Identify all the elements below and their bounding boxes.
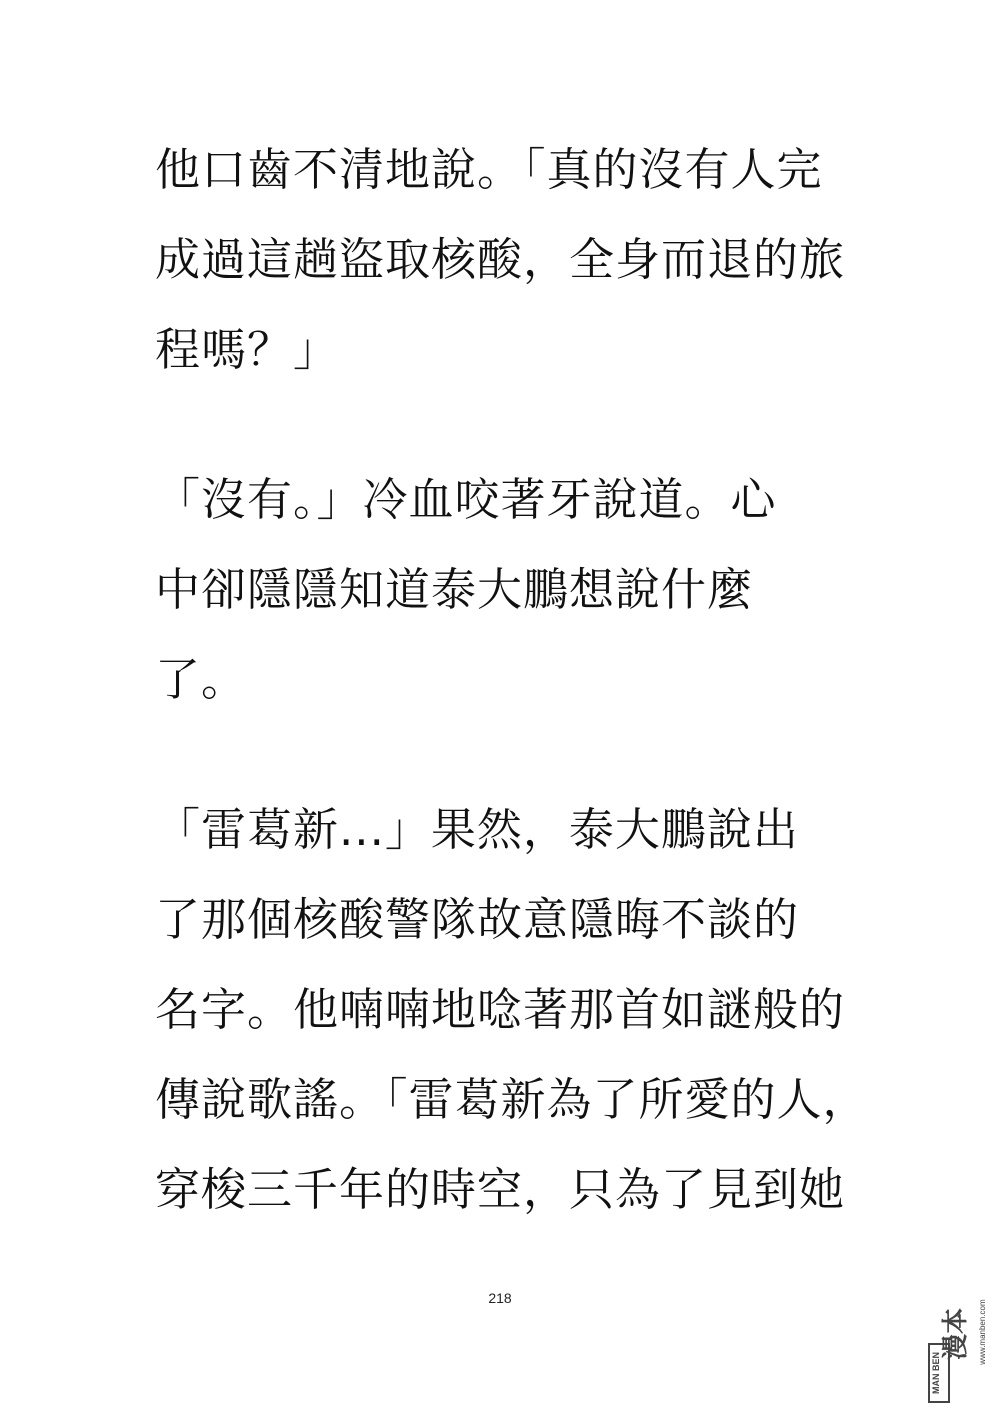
text-line: 了那個核酸警隊故意隱晦不談的: [155, 893, 800, 946]
text-line: 名字。他喃喃地唸著那首如謎般的: [155, 983, 846, 1036]
text-line: 「雷葛新...」果然，泰大鵬說出: [155, 803, 799, 856]
watermark-logo: [928, 1262, 992, 1404]
text-line: 傳說歌謠。「雷葛新為了所愛的人，: [155, 1073, 869, 1126]
text-line: 了。: [155, 653, 248, 706]
text-line: 成過這趟盜取核酸，全身而退的旅: [155, 233, 846, 286]
watermark-box-text: MAN BEN: [931, 1352, 941, 1394]
text-line: 他口齒不清地說。「真的沒有人完: [155, 143, 823, 196]
watermark-url: www.manben.com: [978, 1299, 987, 1365]
text-line: 「沒有。」冷血咬著牙說道。心: [155, 473, 777, 526]
text-line: 程嗎？」: [155, 323, 340, 376]
page-number: 218: [488, 1290, 512, 1306]
text-line: 穿梭三千年的時空，只為了見到她: [155, 1163, 846, 1216]
watermark-brand-text: 漫本: [941, 1307, 971, 1361]
text-line: 中卻隱隱知道泰大鵬想說什麼: [155, 563, 754, 616]
